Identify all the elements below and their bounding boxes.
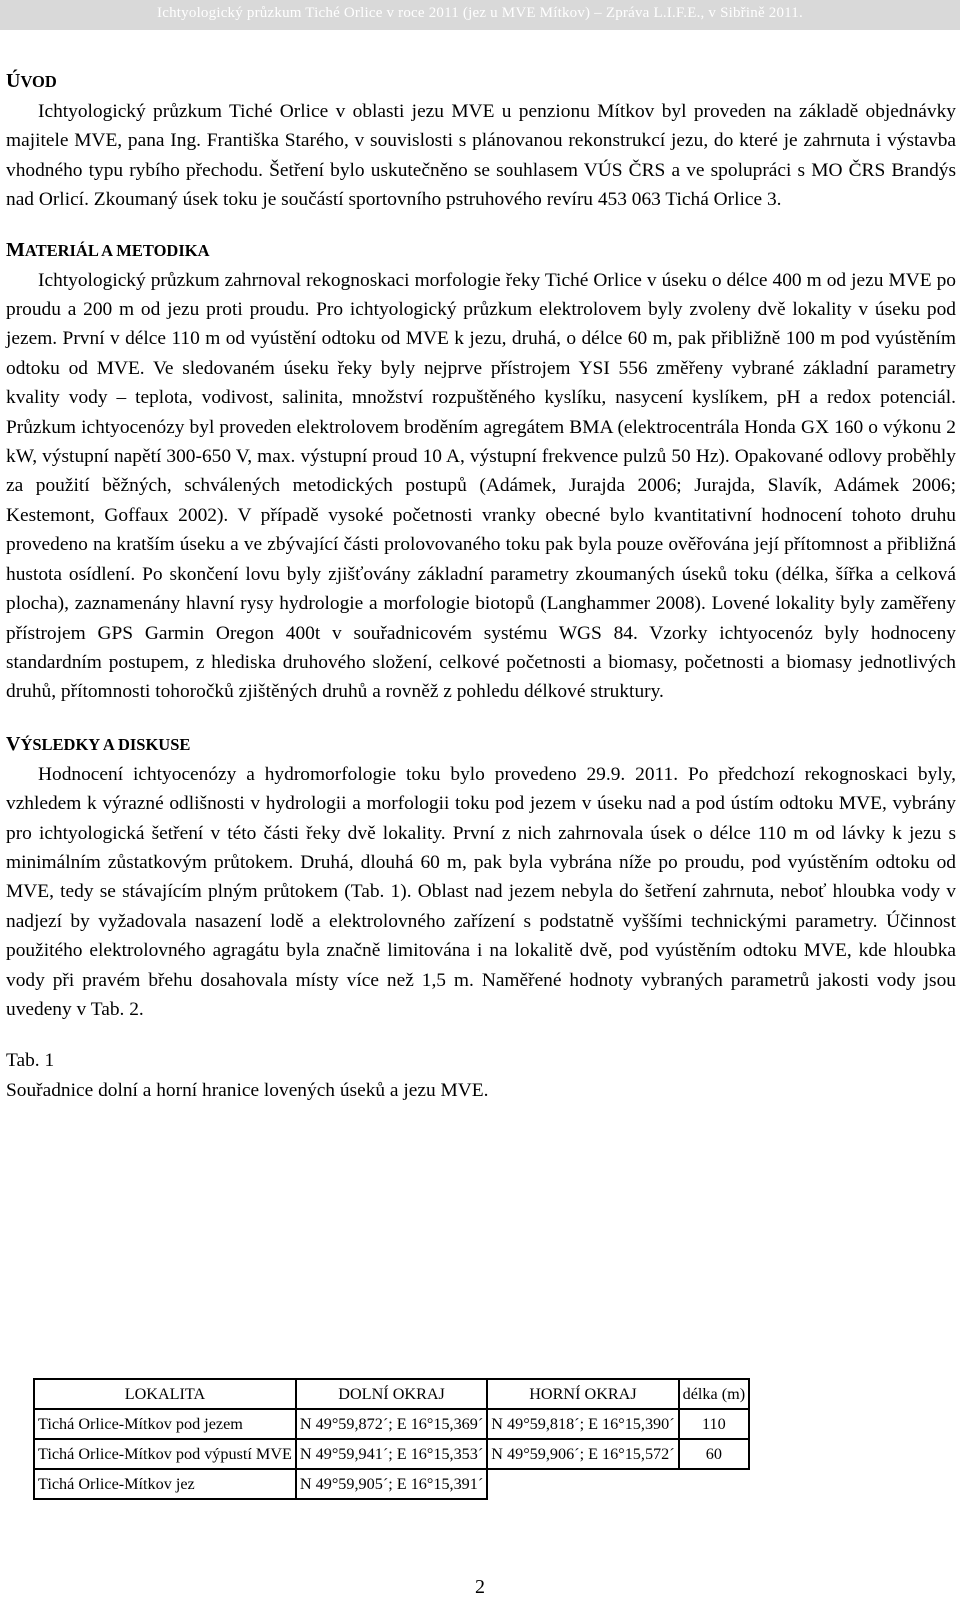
paragraph-metodika: Ichtyologický průzkum zahrnoval rekognoskaci morfologie řeky Tiché Orlice v úseku o délce 400 m od jezu MVE po proudu a 200 m od jezu proti proudu. Pro ichtyologický průzkum elektrolovem byly zvoleny dvě lokality v úseku pod jezem. První v délce 110 m od vyústění odtoku od MVE k jezu, druhá, o délce 60 m, pak přibližně 100 m pod vyústěním odtoku od MVE. Ve sledovaném úseku řeky byly nejprve přístrojem YSI 556 změřeny vybrané základní parametry kvality vody – teplota, vodivost, salinita, množství rozpuštěného kyslíku, nasycení kyslíkem, pH a redox potenciál. Průzkum ichtyocenózy byl proveden elektrolovem broděním agregátem BMA (elektrocentrála Honda GX 160 o výkonu 2 kW, výstupní napětí 300-650 V, max. výstupní proud 10 A, výstupní frekvence pulzů 50 Hz). Opakované odlovy proběhly za použití běžných, schválených metodických postupů (Adámek, Jurajda 2006; Jurajda, Slavík, Adámek 2006; Kestemont, Goffaux 2002). V případě vysoké početnosti vranky obecné bylo kvantitativní hodnocení tohoto druhu provedeno na kratším úseku a ve zbývající části prolovovaného toku pak byla pouze ověřována její přítomnost a přibližná hustota osídlení. Po skončení lovu byly zjišťovány základní parametry zkoumaných úseků toku (délka, šířka a celková plocha), zaznamenány hlavní rysy hydrologie a morfologie biotopů (Langhammer 2008). Lovené lokality byly zaměřeny přístrojem GPS Garmin Oregon 400t v souřadnicovém systému WGS 84. Vzorky ichtyocenóz byly hodnoceny standardním postupem, z hlediska druhového složení, celkové početnosti a biomasy, početnosti a biomasy jednotlivých druhů, přítomnosti tohoročků zjištěných druhů a rovněž z pohledu délkové struktury. [6,269,956,703]
coordinates-table [33,1378,750,1500]
table-label: Tab. 1 [6,1050,55,1072]
paragraph-uvod: Ichtyologický průzkum Tiché Orlice v oblasti jezu MVE u penzionu Mítkov byl proveden na základě objednávky majitele MVE, pana Ing. Františka Starého, v souvislosti s plánovanou rekonstrukcí jezu, do které je zahrnuta i výstavba vhodného typu rybího přechodu. Šetření bylo uskutečněno se souhlasem VÚS ČRS a ve spolupráci s MO ČRS Brandýs nad Orlicí. Zkoumaný úsek toku je součástí sportovního pstruhového revíru 453 063 Tichá Orlice 3. [6,101,956,211]
table-row [34,1409,749,1439]
table-header-row [34,1379,749,1409]
cell-delka-empty [679,1469,749,1499]
cell-lokalita: Tichá Orlice-Mítkov pod výpustí MVE [34,1439,296,1469]
cell-dolni-okraj: N 49°59,905´; E 16°15,391´ [296,1469,487,1499]
cell-horni-okraj: N 49°59,906´; E 16°15,572´ [487,1439,678,1469]
cell-horni-okraj: N 49°59,818´; E 16°15,390´ [487,1409,678,1439]
col-header-delka: délka (m) [679,1379,749,1409]
cell-horni-okraj-empty [487,1469,678,1499]
col-header-dolni-okraj: DOLNÍ OKRAJ [296,1379,487,1409]
cell-delka: 60 [679,1439,749,1469]
document-body [6,66,956,1105]
page-number: 2 [475,1576,485,1598]
table-label-block [6,1046,956,1105]
table-row [34,1439,749,1469]
cell-lokalita: Tichá Orlice-Mítkov jez [34,1469,296,1499]
col-header-lokalita: LOKALITA [34,1379,296,1409]
heading-uvod: ÚVOD [6,70,57,92]
running-header: Ichtyologický průzkum Tiché Orlice v roce 2011 (jez u MVE Mítkov) – Zpráva L.I.F.E., v Sibřině 2011. [157,5,803,21]
cell-delka: 110 [679,1409,749,1439]
heading-vysledky: VÝSLEDKY A DISKUSE [6,732,191,755]
table-row [34,1469,749,1499]
cell-dolni-okraj: N 49°59,872´; E 16°15,369´ [296,1409,487,1439]
cell-dolni-okraj: N 49°59,941´; E 16°15,353´ [296,1439,487,1469]
col-header-horni-okraj: HORNÍ OKRAJ [487,1379,678,1409]
heading-metodika: MATERIÁL A METODIKA [6,238,210,261]
cell-lokalita: Tichá Orlice-Mítkov pod jezem [34,1409,296,1439]
paragraph-vysledky: Hodnocení ichtyocenózy a hydromorfologie toku bylo provedeno 29.9. 2011. Po předchozí rekognoskaci byly, vzhledem k výrazné odlišnosti v hydrologii a morfologii toku pod jezem v úseku nad a pod ústím odtoku MVE, vybrány pro ichtyologická šetření v této části řeky dvě lokality. První z nich zahrnovala úsek o délce 110 m od lávky k jezu s minimálním zůstatkovým průtokem. Druhá, dlouhá 60 m, pak byla vybrána níže po proudu, pod vyústěním odtoku od MVE, tedy se stávajícím plným průtokem (Tab. 1). Oblast nad jezem nebyla do šetření zahrnuta, neboť hloubka vody v nadjezí by vyžadovala nasazení lodě a elektrolovného zařízení s podstatně vyššími technickými parametry. Účinnost použitého elektrolovného agragátu byla značně limitována i na lokalitě dvě, pod vyústěním odtoku MVE, kde hloubka vody při pravém břehu dosahovala místy více než 1,5 m. Naměřené hodnoty vybraných parametrů jakosti vody jsou uvedeny v Tab. 2. [6,763,956,1020]
table-caption: Souřadnice dolní a horní hranice lovených úseků a jezu MVE. [6,1079,489,1101]
